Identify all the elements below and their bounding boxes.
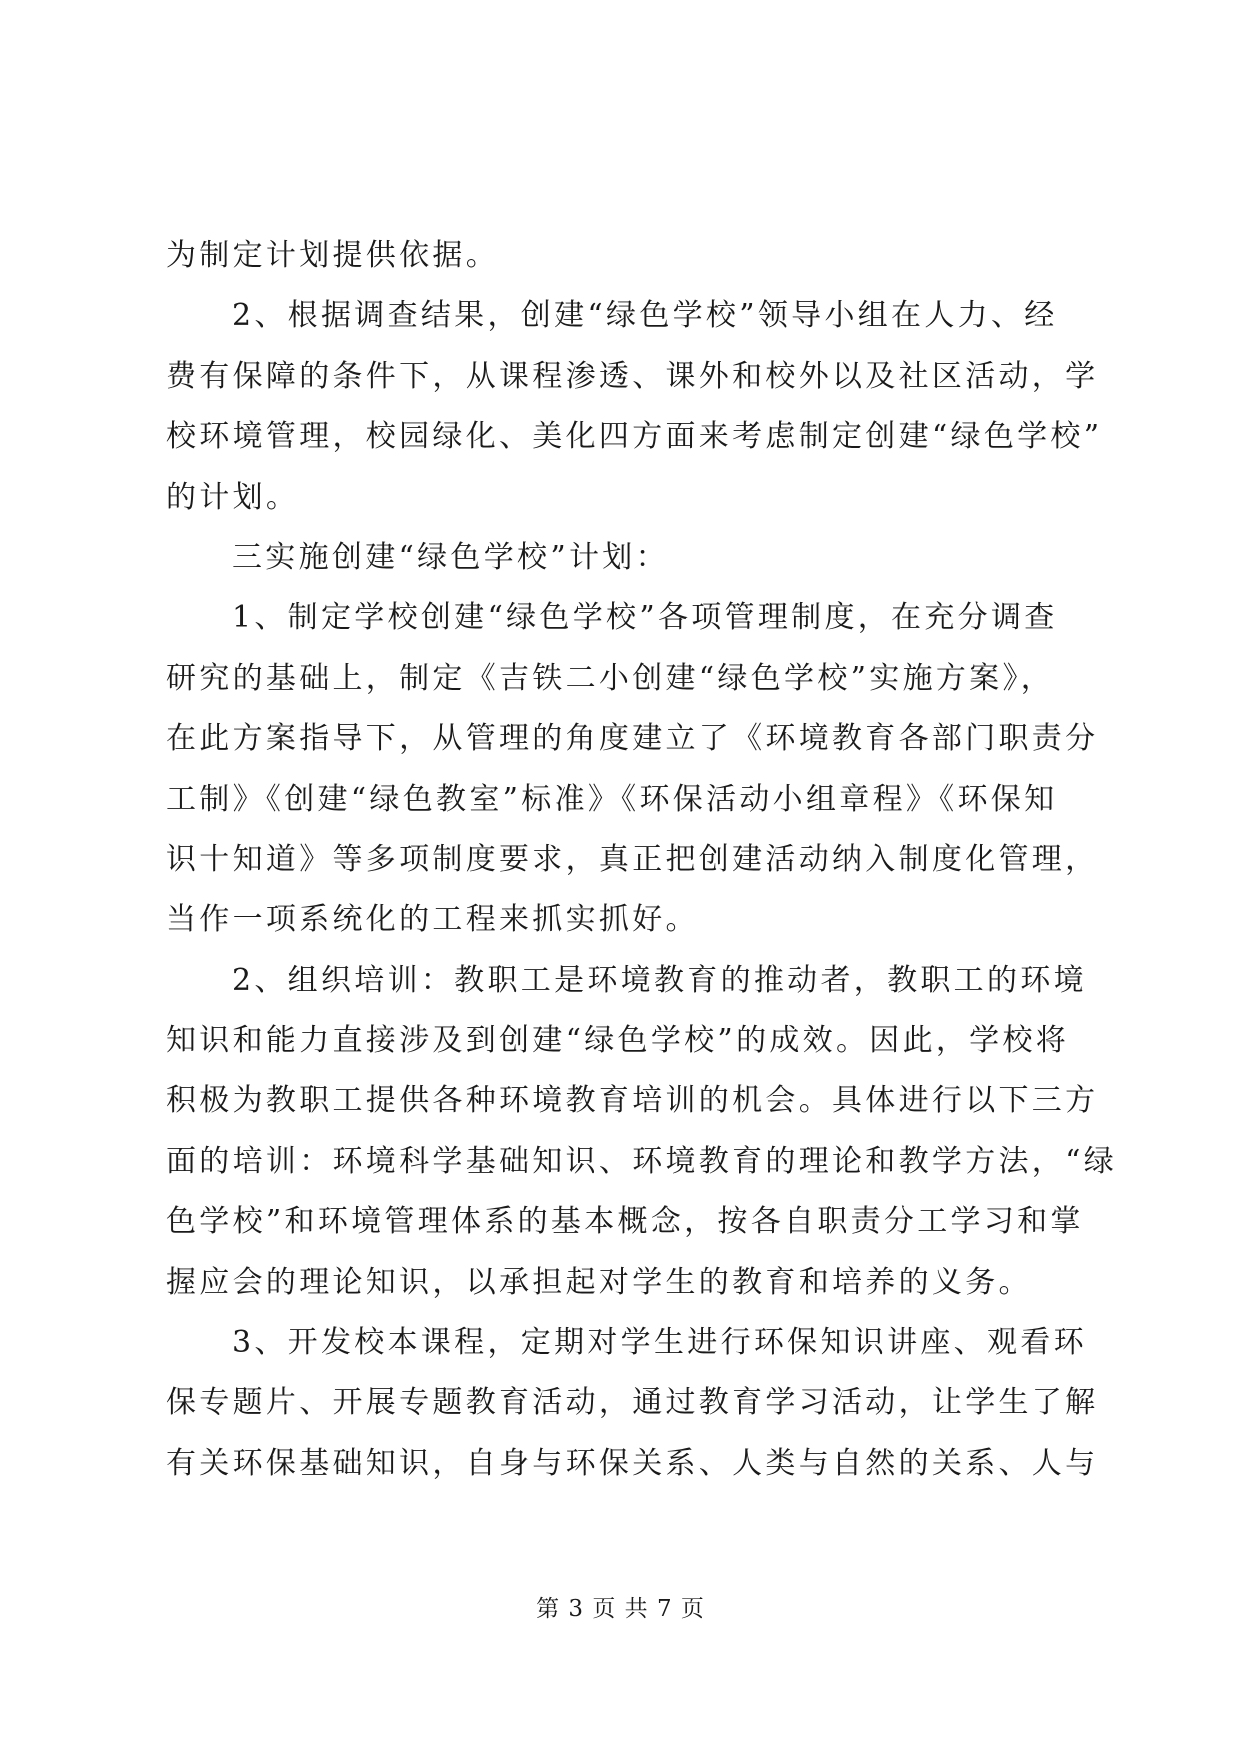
text-line: 费有保障的条件下，从课程渗透、课外和校外以及社区活动，学 xyxy=(166,358,1099,394)
text-line: 的计划。 xyxy=(166,479,300,515)
text-line: 1、制定学校创建“绿色学校”各项管理制度，在充分调查 xyxy=(232,600,1058,636)
text-line: 握应会的理论知识，以承担起对学生的教育和培养的义务。 xyxy=(166,1264,1032,1300)
text-line: 3、开发校本课程，定期对学生进行环保知识讲座、观看环 xyxy=(232,1325,1087,1361)
section-heading: 三实施创建“绿色学校”计划： xyxy=(232,539,669,575)
body-text xyxy=(166,226,1118,1494)
text-line: 校环境管理，校园绿化、美化四方面来考虑制定创建“绿色学校” xyxy=(166,419,1103,455)
text-line: 在此方案指导下，从管理的角度建立了《环境教育各部门职责分 xyxy=(166,721,1099,757)
text-line: 研究的基础上，制定《吉铁二小创建“绿色学校”实施方案》， xyxy=(166,660,1055,696)
text-line: 色学校”和环境管理体系的基本概念，按各自职责分工学习和掌 xyxy=(166,1204,1084,1240)
text-line: 2、根据调查结果，创建“绿色学校”领导小组在人力、经 xyxy=(232,298,1058,334)
text-line: 面的培训：环境科学基础知识、环境教育的理论和教学方法，“绿 xyxy=(166,1143,1118,1179)
page-number-footer: 第 3 页 共 7 页 xyxy=(536,1596,705,1622)
text-line: 有关环保基础知识，自身与环保关系、人类与自然的关系、人与 xyxy=(166,1445,1099,1481)
text-line: 积极为教职工提供各种环境教育培训的机会。具体进行以下三方 xyxy=(166,1083,1099,1119)
text-line: 知识和能力直接涉及到创建“绿色学校”的成效。因此，学校将 xyxy=(166,1023,1070,1059)
text-line: 为制定计划提供依据。 xyxy=(166,238,499,273)
text-line: 工制》《创建“绿色教室”标准》《环保活动小组章程》《环保知 xyxy=(166,781,1058,817)
text-line: 识十知道》等多项制度要求，真正把创建活动纳入制度化管理， xyxy=(166,841,1099,877)
text-line: 保专题片、开展专题教育活动，通过教育学习活动，让学生了解 xyxy=(166,1385,1099,1421)
text-line: 当作一项系统化的工程来抓实抓好。 xyxy=(166,902,699,938)
text-line: 2、组织培训：教职工是环境教育的推动者，教职工的环境 xyxy=(232,962,1087,998)
